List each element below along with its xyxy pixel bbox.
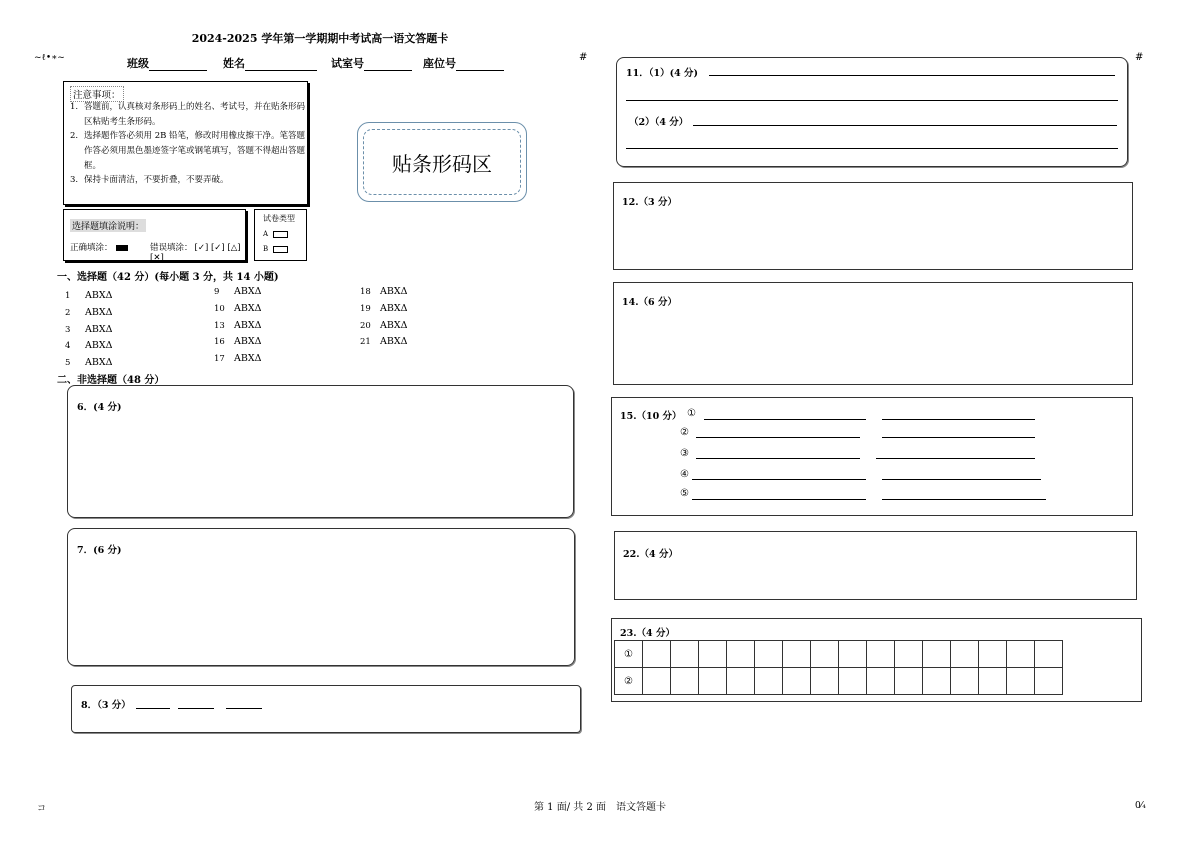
- q15-mark: ②: [680, 427, 689, 438]
- q8-blank-1[interactable]: [136, 708, 170, 709]
- mc-row[interactable]: 5 ABXΔ: [65, 357, 113, 369]
- q15-blank[interactable]: [692, 479, 866, 480]
- paper-type-heading: 试卷类型: [263, 214, 295, 223]
- q15-mark: ③: [680, 448, 689, 459]
- grid-row-marker: ②: [615, 668, 643, 695]
- q8-blank-2[interactable]: [178, 708, 214, 709]
- answer-box-q15[interactable]: [611, 397, 1133, 516]
- q23-label: 23.（4 分）: [620, 628, 675, 639]
- section-1-heading: 一、选择题（42 分）(每小题 3 分，共 14 小题): [57, 272, 279, 283]
- mc-row[interactable]: 13 ABXΔ: [214, 319, 262, 331]
- mc-column-2: [214, 284, 261, 368]
- filled-block-icon: [116, 245, 128, 251]
- mc-row[interactable]: 3 ABXΔ: [65, 323, 113, 335]
- barcode-label: 贴条形码区: [363, 129, 521, 195]
- page-footer: 第 1 面/ 共 2 面 语文答题卡: [534, 802, 666, 813]
- mc-row[interactable]: 9 ABXΔ: [214, 286, 262, 297]
- mc-column-3: [360, 284, 407, 351]
- fill-heading: 选择题填涂说明：: [70, 219, 146, 232]
- q15-mark: ⑤: [680, 488, 689, 499]
- mc-row[interactable]: 2 ABXΔ: [65, 306, 113, 318]
- barcode-area: [357, 122, 527, 202]
- grid-row: [615, 668, 1063, 695]
- q11-line[interactable]: [693, 125, 1117, 126]
- q11-line[interactable]: [626, 100, 1118, 101]
- q22-label: 22.（4 分）: [623, 549, 678, 560]
- mc-row[interactable]: 10 ABXΔ: [214, 302, 262, 314]
- fill-instructions: [63, 209, 246, 261]
- footer-left-mark: コ: [37, 804, 47, 814]
- mc-row[interactable]: 4 ABXΔ: [65, 340, 113, 352]
- name-label: 姓名: [223, 57, 245, 70]
- q15-blank[interactable]: [882, 479, 1041, 480]
- answer-box-q12[interactable]: [613, 182, 1133, 270]
- q15-blank[interactable]: [882, 419, 1035, 420]
- notice-heading: 注意事项：: [70, 86, 124, 102]
- section-2-heading: 二、非选择题（48 分）: [57, 375, 165, 386]
- corner-mark: ~ℓ•∗~: [34, 53, 65, 63]
- q11-part2-label: （2）（4 分）: [629, 117, 689, 128]
- mc-column-1: [65, 288, 112, 372]
- q15-blank[interactable]: [704, 419, 866, 420]
- answer-box-q11[interactable]: [616, 57, 1128, 167]
- q8-label: 8．（3 分）: [81, 700, 131, 711]
- q6-label: 6．(4 分): [77, 402, 122, 413]
- q15-blank[interactable]: [692, 499, 866, 500]
- q23-writing-grid[interactable]: [614, 640, 1063, 695]
- q14-label: 14.（6 分）: [622, 297, 677, 308]
- q15-blank[interactable]: [882, 499, 1046, 500]
- q15-blank[interactable]: [696, 437, 860, 438]
- seat-label: 座位号: [423, 57, 456, 70]
- wrong-marks-icon: [✓] [✓] [△] [✕]: [150, 243, 241, 263]
- paper-type-box: [254, 209, 307, 261]
- q11-line[interactable]: [626, 148, 1118, 149]
- mc-row[interactable]: 17 ABXΔ: [214, 353, 262, 365]
- seat-field[interactable]: [423, 55, 504, 71]
- q15-blank[interactable]: [696, 458, 860, 459]
- hash-mark-right: #: [1135, 52, 1144, 63]
- name-field[interactable]: [223, 55, 317, 71]
- q15-mark: ①: [687, 408, 696, 419]
- mc-row[interactable]: 18 ABXΔ: [360, 286, 408, 297]
- correct-fill: 正确填涂：: [70, 241, 128, 253]
- q11-part1-label: 11．（1）(4 分): [626, 68, 698, 79]
- q15-blank[interactable]: [882, 437, 1035, 438]
- notice-box: 注意事项： 1. 答题前，认真核对条形码上的姓名、考试号，并在贴条形码区粘贴考生条形码。 2. 选择题作答必须用 2B 铅笔，修改时用橡皮擦干净。笔答题作答必须用黑色墨迹签字笔或钢笔填写，答题不得超出答题框。 3. 保持卡面清洁，不要折叠，不要弄破。: [63, 81, 308, 205]
- paper-type-b[interactable]: B: [263, 245, 288, 253]
- grid-row-marker: ①: [615, 641, 643, 668]
- q15-mark: ④: [680, 469, 689, 480]
- answer-box-q6[interactable]: [67, 385, 574, 518]
- room-field[interactable]: [331, 55, 412, 71]
- q11-line[interactable]: [709, 75, 1115, 76]
- page-title: 2024-2025 学年第一学期期中考试高一语文答题卡: [191, 32, 449, 45]
- paper-type-a[interactable]: A: [263, 230, 288, 238]
- wrong-fill: 错误填涂： [✓] [✓] [△] [✕]: [150, 243, 241, 263]
- mc-row[interactable]: 20 ABXΔ: [360, 319, 408, 331]
- mc-row[interactable]: 21 ABXΔ: [360, 336, 408, 348]
- class-label: 班级: [127, 57, 149, 70]
- answer-box-q22[interactable]: [614, 531, 1137, 600]
- class-field[interactable]: [127, 55, 207, 71]
- footer-right-mark: 0⁄₄: [1135, 801, 1146, 811]
- q8-blank-3[interactable]: [226, 708, 262, 709]
- q12-label: 12.（3 分）: [622, 197, 677, 208]
- room-label: 试室号: [331, 57, 364, 70]
- hash-mark-left: #: [579, 52, 588, 63]
- answer-box-q7[interactable]: [67, 528, 575, 666]
- answer-box-q8[interactable]: [71, 685, 581, 733]
- answer-box-q23[interactable]: [611, 618, 1142, 702]
- mc-row[interactable]: 19 ABXΔ: [360, 302, 408, 314]
- mc-row[interactable]: 1 ABXΔ: [65, 290, 113, 301]
- q15-label: 15.（10 分）: [620, 411, 682, 422]
- grid-row: [615, 641, 1063, 668]
- mc-row[interactable]: 16 ABXΔ: [214, 336, 262, 348]
- q7-label: 7．(6 分): [77, 545, 122, 556]
- answer-box-q14[interactable]: [613, 282, 1133, 385]
- q15-blank[interactable]: [876, 458, 1035, 459]
